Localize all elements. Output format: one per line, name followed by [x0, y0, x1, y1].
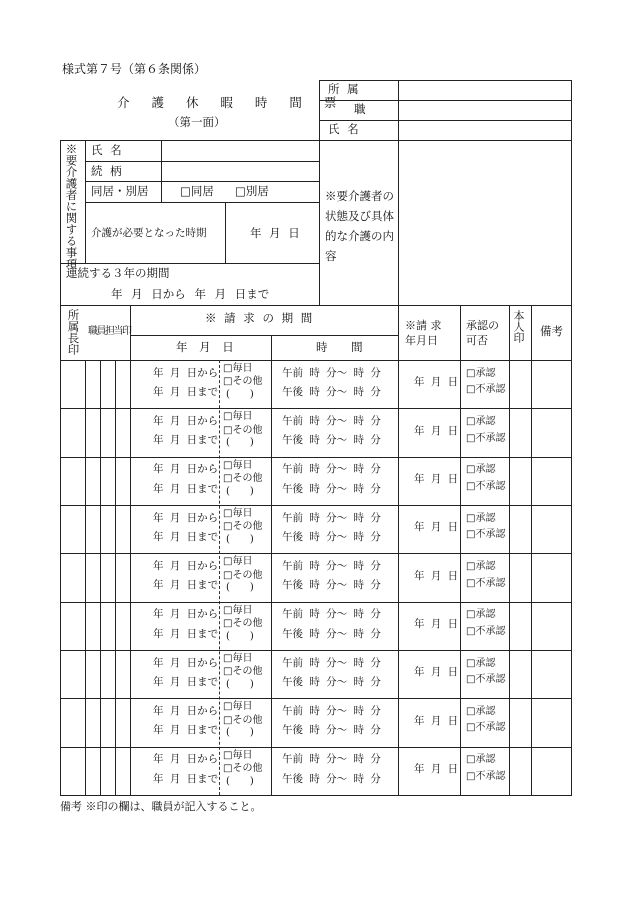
approve-checkbox[interactable]: □承認 [466, 512, 496, 524]
page-subtitle: （第一面） [168, 115, 226, 129]
request-date[interactable]: 年 月 日 [414, 521, 459, 534]
care-needed-label: 介護が必要となった時期 [91, 227, 207, 239]
approve-checkbox[interactable]: □承認 [466, 657, 496, 669]
paren[interactable]: ( ) [226, 582, 254, 594]
other-checkbox[interactable]: □その他 [223, 376, 263, 388]
dept-head-seal-header: 所属長印 [66, 309, 81, 355]
daily-checkbox[interactable]: □毎日 [223, 556, 253, 568]
am-time[interactable]: 午前 時 分～ 時 分 [282, 463, 381, 476]
request-date[interactable]: 年 月 日 [414, 666, 459, 679]
am-time[interactable]: 午前 時 分～ 時 分 [282, 560, 381, 573]
three-year-label: 連続する３年の期間 [66, 266, 170, 280]
other-checkbox[interactable]: □その他 [223, 666, 263, 678]
affiliation-field[interactable] [399, 81, 570, 99]
request-date[interactable]: 年 月 日 [414, 473, 459, 486]
pm-time[interactable]: 午後 時 分～ 時 分 [282, 772, 381, 785]
staff-seal-header: 職員担当印 [88, 326, 131, 337]
position-field[interactable] [399, 101, 570, 119]
paren[interactable]: ( ) [226, 389, 254, 400]
disapprove-checkbox[interactable]: □不承認 [466, 384, 506, 396]
paren[interactable]: ( ) [226, 727, 254, 739]
other-checkbox[interactable]: □その他 [223, 424, 263, 436]
request-date[interactable]: 年 月 日 [414, 424, 459, 437]
cohabit-checkbox[interactable]: □同居 [180, 184, 214, 198]
date-to[interactable]: 年 月 日まで [153, 482, 219, 495]
approve-checkbox[interactable]: □承認 [466, 464, 496, 476]
date-to[interactable]: 年 月 日まで [153, 772, 219, 785]
request-date-header: ※請 求 年月日 [405, 319, 442, 347]
request-date[interactable]: 年 月 日 [414, 714, 459, 727]
approve-checkbox[interactable]: □承認 [466, 706, 496, 717]
disapprove-checkbox[interactable]: □不承認 [466, 480, 506, 492]
footnote: 備考 ※印の欄は、職員が記入すること。 [60, 800, 262, 813]
self-seal-header: 本人印 [512, 310, 525, 343]
position-label: 職 [354, 102, 366, 116]
pm-time[interactable]: 午後 時 分～ 時 分 [282, 676, 381, 688]
date-to[interactable]: 年 月 日まで [153, 627, 219, 640]
recipient-name-label: 氏 名 [91, 143, 124, 157]
daily-checkbox[interactable]: □毎日 [223, 604, 253, 616]
condition-label: ※要介護者の状態及び具体的な介護の内容 [325, 189, 394, 263]
date-to[interactable]: 年 月 日まで [153, 724, 219, 737]
cohabitation-label: 同居・別居 [91, 184, 149, 198]
disapprove-checkbox[interactable]: □不承認 [466, 674, 506, 686]
date-to[interactable]: 年 月 日まで [153, 531, 219, 544]
paren[interactable]: ( ) [226, 437, 254, 449]
page-title: 介 護 休 暇 時 間 票 [117, 95, 346, 110]
date-from[interactable]: 年 月 日から [153, 560, 219, 573]
am-time[interactable]: 午前 時 分～ 時 分 [282, 415, 381, 428]
affiliation-label: 所 属 [328, 82, 361, 96]
disapprove-checkbox[interactable]: □不承認 [466, 625, 506, 637]
pm-time[interactable]: 午後 時 分～ 時 分 [282, 627, 381, 640]
time-column-header: 時 間 [316, 340, 373, 354]
request-period-header: ※ 請 求 の 期 間 [205, 311, 315, 325]
other-checkbox[interactable]: □その他 [223, 714, 263, 726]
daily-checkbox[interactable]: □毎日 [223, 411, 253, 423]
approve-checkbox[interactable]: □承認 [466, 367, 496, 379]
pm-time[interactable]: 午後 時 分～ 時 分 [282, 482, 381, 495]
disapprove-checkbox[interactable]: □不承認 [466, 577, 506, 589]
request-date[interactable]: 年 月 日 [414, 376, 459, 389]
request-date[interactable]: 年 月 日 [414, 618, 459, 630]
daily-checkbox[interactable]: □毎日 [223, 652, 253, 664]
name-label: 氏 名 [328, 122, 361, 136]
disapprove-checkbox[interactable]: □不承認 [466, 432, 506, 444]
pm-time[interactable]: 午後 時 分～ 時 分 [282, 434, 381, 447]
condition-field[interactable] [399, 141, 570, 304]
remarks-header: 備考 [540, 324, 563, 338]
care-recipient-section-label: ※要介護者に関する事項 [64, 143, 79, 270]
relation-label: 続 柄 [91, 164, 124, 178]
daily-checkbox[interactable]: □毎日 [223, 749, 253, 761]
other-checkbox[interactable]: □その他 [223, 569, 263, 581]
date-from[interactable]: 年 月 日から [153, 511, 219, 524]
approve-checkbox[interactable]: □承認 [466, 416, 496, 427]
request-date[interactable]: 年 月 日 [414, 569, 459, 582]
disapprove-checkbox[interactable]: □不承認 [466, 722, 506, 734]
other-checkbox[interactable]: □その他 [223, 521, 263, 533]
date-from[interactable]: 年 月 日から [153, 463, 219, 476]
request-date[interactable]: 年 月 日 [414, 763, 459, 775]
paren[interactable]: ( ) [226, 775, 254, 787]
other-checkbox[interactable]: □その他 [223, 473, 263, 485]
am-time[interactable]: 午前 時 分～ 時 分 [282, 753, 381, 766]
am-time[interactable]: 午前 時 分～ 時 分 [282, 656, 381, 669]
care-needed-date[interactable]: 年 月 日 [250, 226, 300, 240]
paren[interactable]: ( ) [226, 630, 254, 642]
daily-checkbox[interactable]: □毎日 [223, 701, 253, 713]
disapprove-checkbox[interactable]: □不承認 [466, 529, 506, 541]
name-field[interactable] [399, 121, 570, 139]
daily-checkbox[interactable]: □毎日 [223, 362, 253, 374]
date-from[interactable]: 年 月 日から [153, 415, 219, 428]
date-from[interactable]: 年 月 日から [153, 753, 219, 766]
approve-checkbox[interactable]: □承認 [466, 561, 496, 572]
date-to[interactable]: 年 月 日まで [153, 579, 219, 592]
separate-checkbox[interactable]: □別居 [235, 184, 269, 198]
am-time[interactable]: 午前 時 分～ 時 分 [282, 608, 381, 621]
date-from[interactable]: 年 月 日から [153, 608, 219, 621]
am-time[interactable]: 午前 時 分～ 時 分 [282, 705, 381, 717]
daily-checkbox[interactable]: □毎日 [223, 507, 253, 519]
approve-checkbox[interactable]: □承認 [466, 609, 496, 621]
date-to[interactable]: 年 月 日まで [153, 676, 219, 688]
date-column-header: 年 月 日 [176, 340, 238, 354]
pm-time[interactable]: 午後 時 分～ 時 分 [282, 579, 381, 592]
date-from[interactable]: 年 月 日から [153, 656, 219, 669]
three-year-range[interactable]: 年 月 日から 年 月 日まで [111, 287, 270, 301]
am-time[interactable]: 午前 時 分～ 時 分 [282, 366, 381, 379]
paren[interactable]: ( ) [226, 678, 254, 690]
am-time[interactable]: 午前 時 分～ 時 分 [282, 511, 381, 524]
disapprove-checkbox[interactable]: □不承認 [466, 770, 506, 782]
other-checkbox[interactable]: □その他 [223, 618, 263, 629]
other-checkbox[interactable]: □その他 [223, 763, 263, 774]
approval-header: 承認の 可否 [466, 319, 499, 347]
pm-time[interactable]: 午後 時 分～ 時 分 [282, 724, 381, 737]
paren[interactable]: ( ) [226, 534, 254, 545]
date-from[interactable]: 年 月 日から [153, 366, 219, 379]
date-to[interactable]: 年 月 日まで [153, 386, 219, 399]
date-to[interactable]: 年 月 日まで [153, 434, 219, 447]
form-number: 様式第７号（第６条関係） [62, 62, 207, 76]
daily-checkbox[interactable]: □毎日 [223, 459, 253, 471]
approve-checkbox[interactable]: □承認 [466, 754, 496, 766]
paren[interactable]: ( ) [226, 485, 254, 497]
date-from[interactable]: 年 月 日から [153, 705, 219, 717]
pm-time[interactable]: 午後 時 分～ 時 分 [282, 386, 381, 399]
pm-time[interactable]: 午後 時 分～ 時 分 [282, 531, 381, 544]
